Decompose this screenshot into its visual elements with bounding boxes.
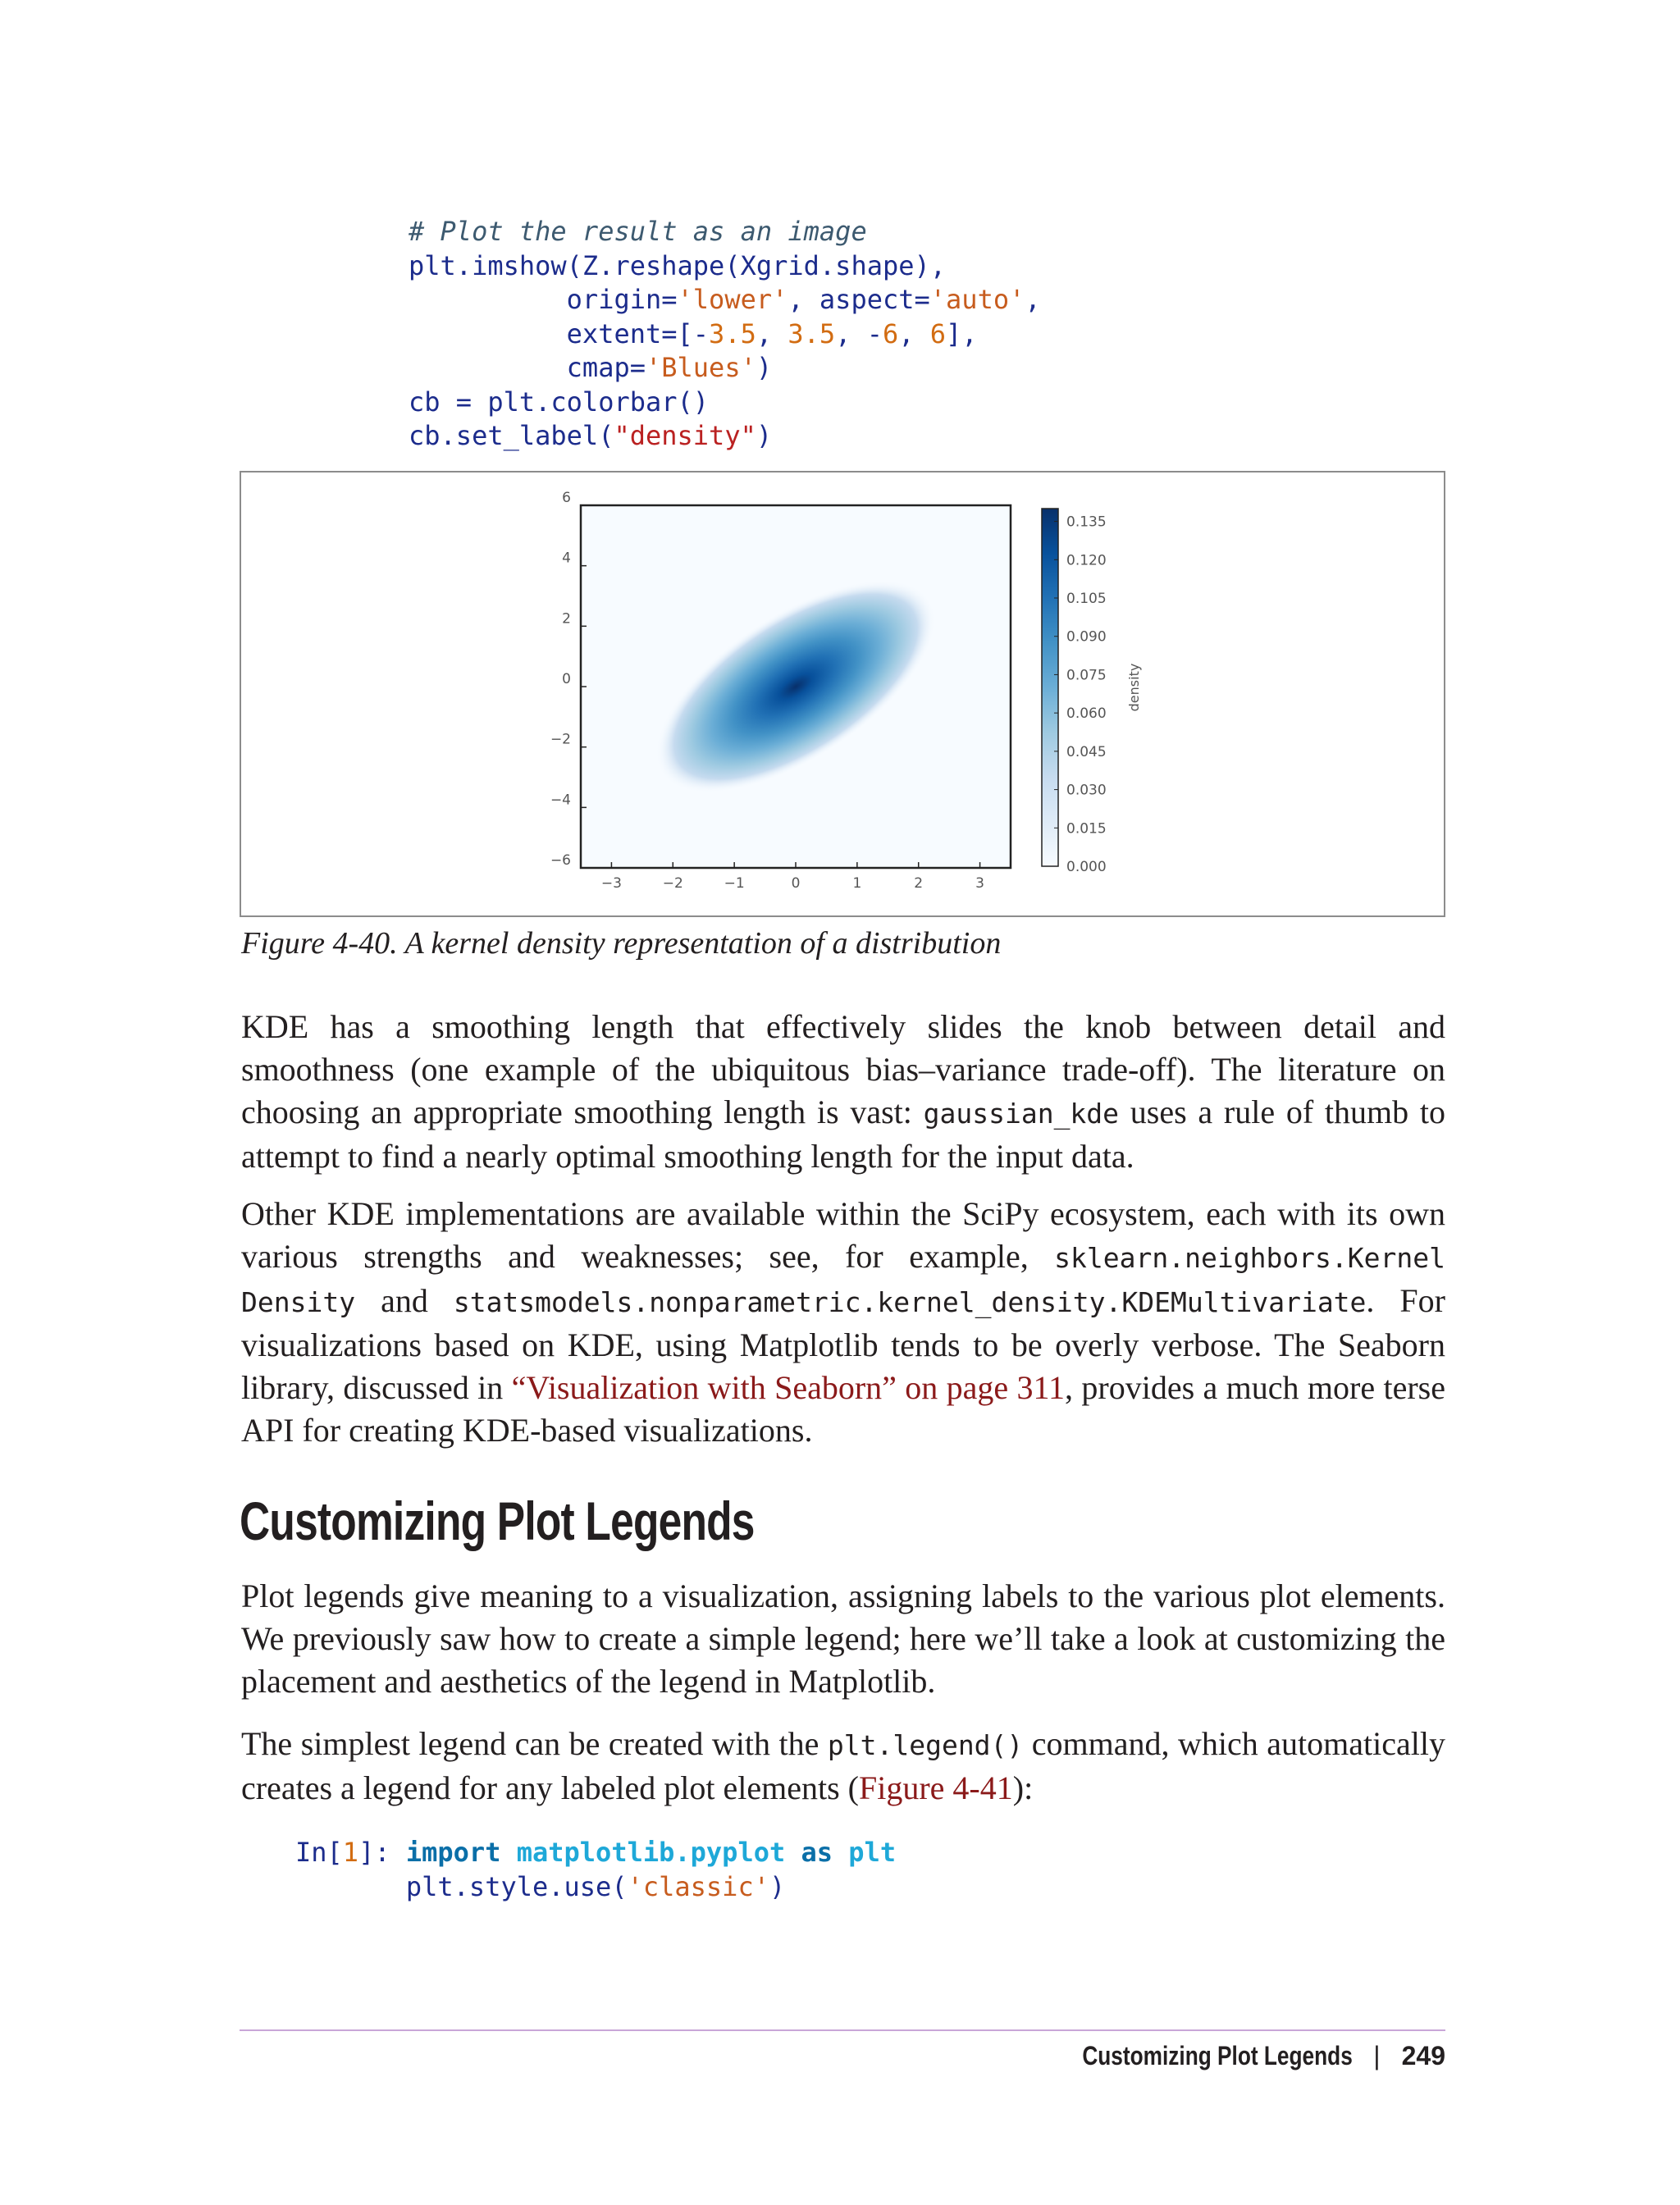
page-number: 249 (1401, 2041, 1445, 2070)
para4-text-2: command, which automatically creates a legend for any labeled plot elements ( (241, 1725, 1445, 1806)
x-tick-label: −2 (662, 875, 683, 892)
code-gaussian-kde: gaussian_kde (923, 1098, 1120, 1130)
code-line-style-a: plt.style.use( (405, 1870, 628, 1902)
code-token: origin= (409, 284, 678, 315)
code-block-plot-imshow (409, 215, 1041, 454)
x-tick-label: 3 (975, 875, 984, 892)
code-block-import (295, 1836, 896, 1904)
code-token: , aspect= (788, 284, 930, 315)
paragraph-kde-smoothing (241, 1006, 1445, 1178)
code-token: ) (756, 352, 773, 383)
colorbar-tick-label: 0.060 (1066, 705, 1107, 723)
code-token: , (1025, 284, 1041, 315)
code-sklearn-kernel-density: sklearn.neighbors.Kernel Density (241, 1242, 1445, 1318)
x-tick-label: −1 (724, 875, 745, 892)
paragraph-simplest-legend (241, 1723, 1445, 1810)
y-tick-label: −2 (550, 731, 571, 748)
code-statsmodels-kde: statsmodels.nonparametric.kernel_density.KDEMultivariate (453, 1286, 1367, 1318)
code-token: , - (835, 317, 883, 349)
x-tick-label: 1 (852, 875, 862, 892)
code-token: 'auto' (929, 284, 1025, 315)
colorbar-tick-label: 0.030 (1066, 782, 1107, 799)
figure-caption: Figure 4-40. A kernel density representation of a distribution (241, 926, 1002, 961)
x-tick-label: −3 (600, 875, 622, 892)
kde-heatmap-chart (241, 472, 1444, 915)
code-token: 'lower' (677, 284, 788, 315)
code-token: 'Blues' (645, 352, 756, 383)
section-heading: Customizing Plot Legends (240, 1491, 755, 1551)
para1-text-1: KDE has a smoothing length that effectively slides the knob between detail and smoothness (one example of the ubiquitous bias–variance trade-off). The literature on choosing an appropriate smoothing length is vast: (241, 1008, 1445, 1130)
keyword-import: import (405, 1837, 501, 1868)
code-token: # Plot the result as an image (409, 216, 867, 247)
page-footer (1023, 2041, 1445, 2071)
figure-kde-heatmap (240, 471, 1445, 917)
code-token: 6 (882, 317, 899, 349)
code-token: extent=[- (409, 317, 710, 349)
colorbar-tick-label: 0.120 (1066, 552, 1107, 569)
colorbar-tick-label: 0.015 (1066, 820, 1107, 838)
colorbar-label: density (1126, 663, 1142, 712)
para4-text-3: ): (1012, 1769, 1034, 1806)
colorbar (1042, 509, 1058, 866)
colorbar-tick-label: 0.045 (1066, 743, 1107, 760)
code-token: 3.5 (788, 317, 836, 349)
module-alias: plt (848, 1837, 897, 1868)
y-tick-label: 2 (562, 610, 571, 628)
colorbar-tick-label: 0.075 (1066, 667, 1107, 684)
input-prompt-end: ]: (358, 1837, 390, 1868)
x-tick-label: 2 (914, 875, 924, 892)
footer-title: Customizing Plot Legends (1081, 2041, 1353, 2070)
code-plt-legend: plt.legend() (827, 1729, 1024, 1761)
code-token: ) (756, 420, 773, 451)
code-token: cb = plt.colorbar() (409, 386, 710, 418)
para2-text-3: . For visualizations based on KDE, using Matplotlib tends to be overly verbose. The Seaborn library, discussed in (241, 1282, 1445, 1406)
colorbar-tick-label: 0.000 (1066, 859, 1107, 875)
keyword-as: as (801, 1837, 833, 1868)
para2-text-1: Other KDE implementations are available within the SciPy ecosystem, each with its own various strengths and weaknesses; see, for example, (241, 1195, 1445, 1275)
code-token: 3.5 (709, 317, 756, 349)
link-figure-4-41[interactable]: Figure 4-41 (859, 1769, 1013, 1806)
paragraph-plot-legends-intro: Plot legends give meaning to a visualization, assigning labels to the various plot elements. We previously saw how to create a simple legend; here we’ll take a look at customizing the placement and aesthetics of the legend in Matplotlib. (241, 1577, 1445, 1700)
code-token: "density" (614, 420, 756, 451)
code-token: ], (946, 317, 978, 349)
input-prompt: In[ (295, 1837, 343, 1868)
link-visualization-seaborn[interactable]: “Visualization with Seaborn” on page 311 (511, 1369, 1066, 1406)
para2-text-2: and (355, 1282, 454, 1319)
code-token: , (898, 317, 930, 349)
footer-separator: | (1373, 2041, 1381, 2070)
y-tick-label: −4 (550, 792, 571, 809)
x-tick-label: 0 (791, 875, 801, 892)
y-tick-label: 6 (562, 490, 571, 506)
y-tick-label: 0 (562, 671, 571, 687)
input-prompt-number: 1 (342, 1837, 359, 1868)
code-token: 6 (929, 317, 947, 349)
code-line-style-b: ) (769, 1870, 786, 1902)
y-tick-label: 4 (562, 550, 571, 567)
colorbar-tick-label: 0.135 (1066, 514, 1107, 531)
code-token: cmap= (409, 352, 646, 383)
code-token: cb.set_label( (409, 420, 614, 451)
y-tick-label: −6 (550, 852, 571, 869)
para1-text-2: uses a rule of thumb to attempt to find a nearly optimal smoothing length for the input data. (241, 1093, 1445, 1175)
module-name: matplotlib.pyplot (516, 1837, 786, 1868)
paragraph-kde-implementations (241, 1193, 1445, 1452)
colorbar-tick-label: 0.090 (1066, 628, 1107, 646)
footer-rule (240, 2029, 1445, 2031)
code-line-style-string: 'classic' (627, 1870, 769, 1902)
code-token: plt.imshow(Z.reshape(Xgrid.shape), (409, 249, 947, 281)
code-token: , (756, 317, 788, 349)
para2-text-4: , provides a much more terse API for creating KDE-based visualizations. (241, 1369, 1445, 1449)
para4-text-1: The simplest legend can be created with the (241, 1725, 828, 1762)
colorbar-tick-label: 0.105 (1066, 591, 1107, 607)
